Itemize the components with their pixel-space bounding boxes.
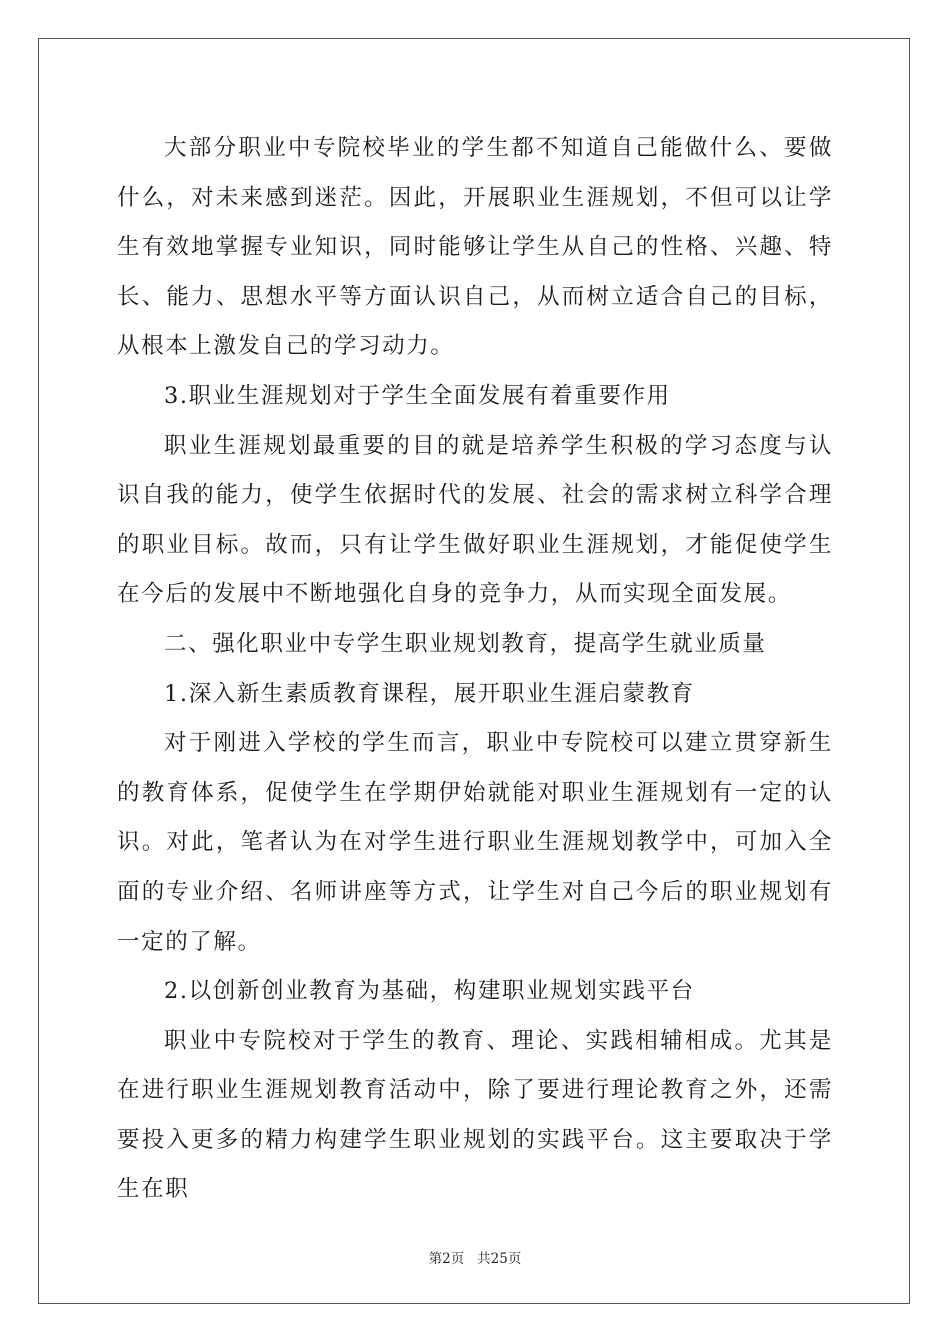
heading-section-two: 二、强化职业中专学生职业规划教育，提高学生就业质量 xyxy=(164,630,767,657)
heading-freshman-education: 1.深入新生素质教育课程，展开职业生涯启蒙教育 xyxy=(164,680,695,707)
document-body xyxy=(117,124,833,1215)
paragraph-theory-practice: 职业中专院校对于学生的教育、理论、实践相辅相成。尤其是在进行职业生涯规划教育活动中，除了要进行理论教育之外，还需要投入更多的精力构建学生职业规划的实践平台。这主要取决于学生在职 xyxy=(117,1027,833,1203)
heading-practice-platform: 2.以创新创业教育为基础，构建职业规划实践平台 xyxy=(164,978,695,1005)
heading-overall-development: 3.职业生涯规划对于学生全面发展有着重要作用 xyxy=(164,382,671,409)
paragraph-freshman-system: 对于刚进入学校的学生而言，职业中专院校可以建立贯穿新生的教育体系，促使学生在学期伊始就能对职业生涯规划有一定的认识。对此，笔者认为在对学生进行职业生涯规划教学中，可加入全面的专业介绍、名师讲座等方式，让学生对自己今后的职业规划有一定的了解。 xyxy=(117,730,833,955)
page-number-footer: 第2页 共25页 xyxy=(428,1251,522,1267)
paragraph-planning-purpose: 职业生涯规划最重要的目的就是培养学生积极的学习态度与认识自我的能力，使学生依据时代的发展、社会的需求树立科学合理的职业目标。故而，只有让学生做好职业生涯规划，才能促使学生在今后的发展中不断地强化自身的竞争力，从而实现全面发展。 xyxy=(117,432,833,608)
paragraph-career-confusion: 大部分职业中专院校毕业的学生都不知道自己能做什么、要做什么，对未来感到迷茫。因此，开展职业生涯规划，不但可以让学生有效地掌握专业知识，同时能够让学生从自己的性格、兴趣、特长、能力、思想水平等方面认识自己，从而树立适合自己的目标，从根本上激发自己的学习动力。 xyxy=(117,135,833,360)
